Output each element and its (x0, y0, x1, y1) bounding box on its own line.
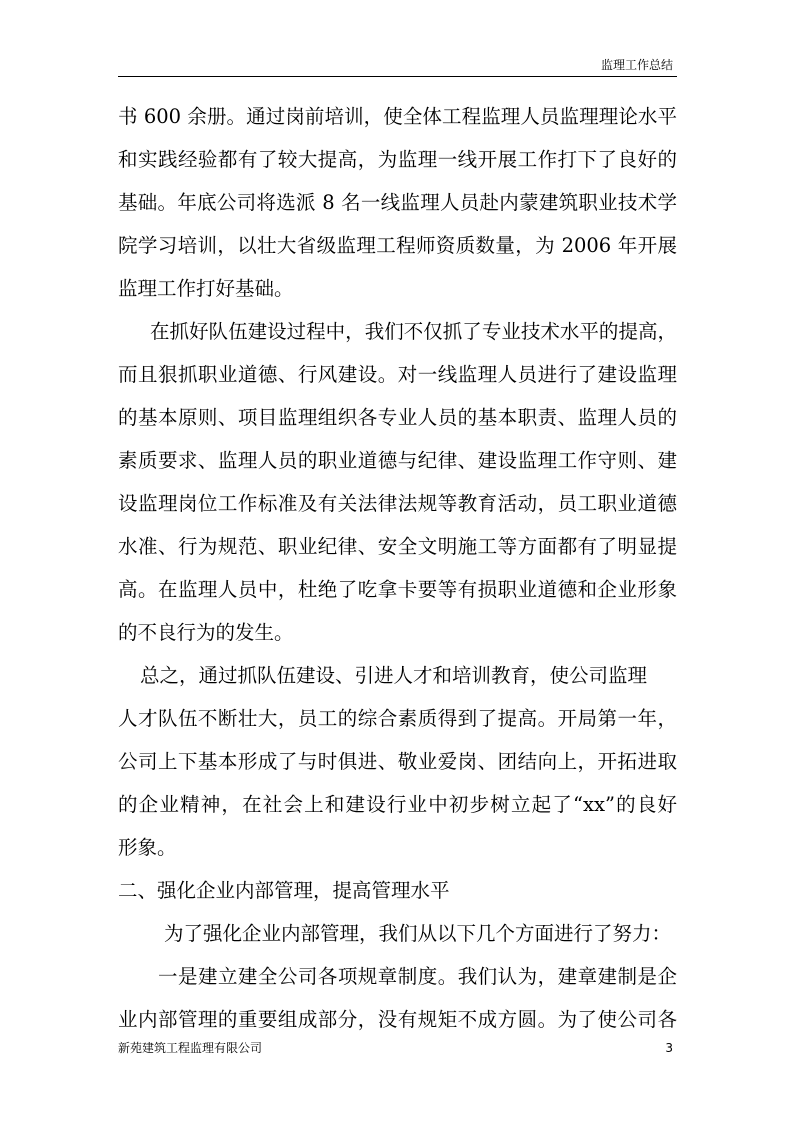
paragraph-start-line: 总之，通过抓队伍建设、引进人才和培训教育，使公司监理 (140, 664, 648, 687)
text-line: 院学习培训，以壮大省级监理工程师资质数量，为 2006 年开展 (118, 234, 677, 257)
text-line: 的不良行为的发生。 (118, 621, 294, 644)
text-line: 公司上下基本形成了与时俱进、敬业爱岗、团结向上，开拓进取 (118, 750, 677, 773)
page-header (118, 56, 677, 77)
text-line: 而且狠抓职业道德、行风建设。对一线监理人员进行了建设监理 (118, 363, 677, 386)
text-line: 和实践经验都有了较大提高，为监理一线开展工作打下了良好的 (118, 148, 677, 171)
section-heading: 二、强化企业内部管理，提高管理水平 (118, 879, 450, 902)
text-line: 形象。 (118, 836, 177, 859)
paragraph-start-line: 在抓好队伍建设过程中，我们不仅抓了专业技术水平的提高， (150, 320, 677, 343)
text-line: 书 600 余册。通过岗前培训，使全体工程监理人员监理理论水平 (118, 105, 677, 128)
footer-company-name: 新苑建筑工程监理有限公司 (118, 1041, 263, 1055)
text-line: 人才队伍不断壮大，员工的综合素质得到了提高。开局第一年， (118, 707, 677, 730)
text-line: 设监理岗位工作标准及有关法律法规等教育活动，员工职业道德 (118, 492, 677, 515)
text-line: 素质要求、监理人员的职业道德与纪律、建设监理工作守则、建 (118, 449, 677, 472)
page-number: 3 (665, 1041, 673, 1055)
page-footer (118, 1040, 677, 1056)
header-title: 监理工作总结 (600, 58, 673, 72)
document-body (118, 95, 677, 1041)
text-line: 的基本原则、项目监理组织各专业人员的基本职责、监理人员的 (118, 406, 677, 429)
paragraph-start-line: 为了强化企业内部管理，我们从以下几个方面进行了努力： (164, 922, 672, 945)
paragraph-start-line: 一是建立建全公司各项规章制度。我们认为，建章建制是企 (158, 965, 677, 988)
text-line: 高。在监理人员中，杜绝了吃拿卡要等有损职业道德和企业形象 (118, 578, 677, 601)
text-line: 的企业精神，在社会上和建设行业中初步树立起了“xx”的良好 (118, 793, 677, 816)
text-line: 基础。年底公司将选派 8 名一线监理人员赴内蒙建筑职业技术学 (118, 191, 677, 214)
text-line: 业内部管理的重要组成部分，没有规矩不成方圆。为了使公司各 (118, 1008, 677, 1031)
text-line: 监理工作打好基础。 (118, 277, 294, 300)
text-line: 水准、行为规范、职业纪律、安全文明施工等方面都有了明显提 (118, 535, 677, 558)
